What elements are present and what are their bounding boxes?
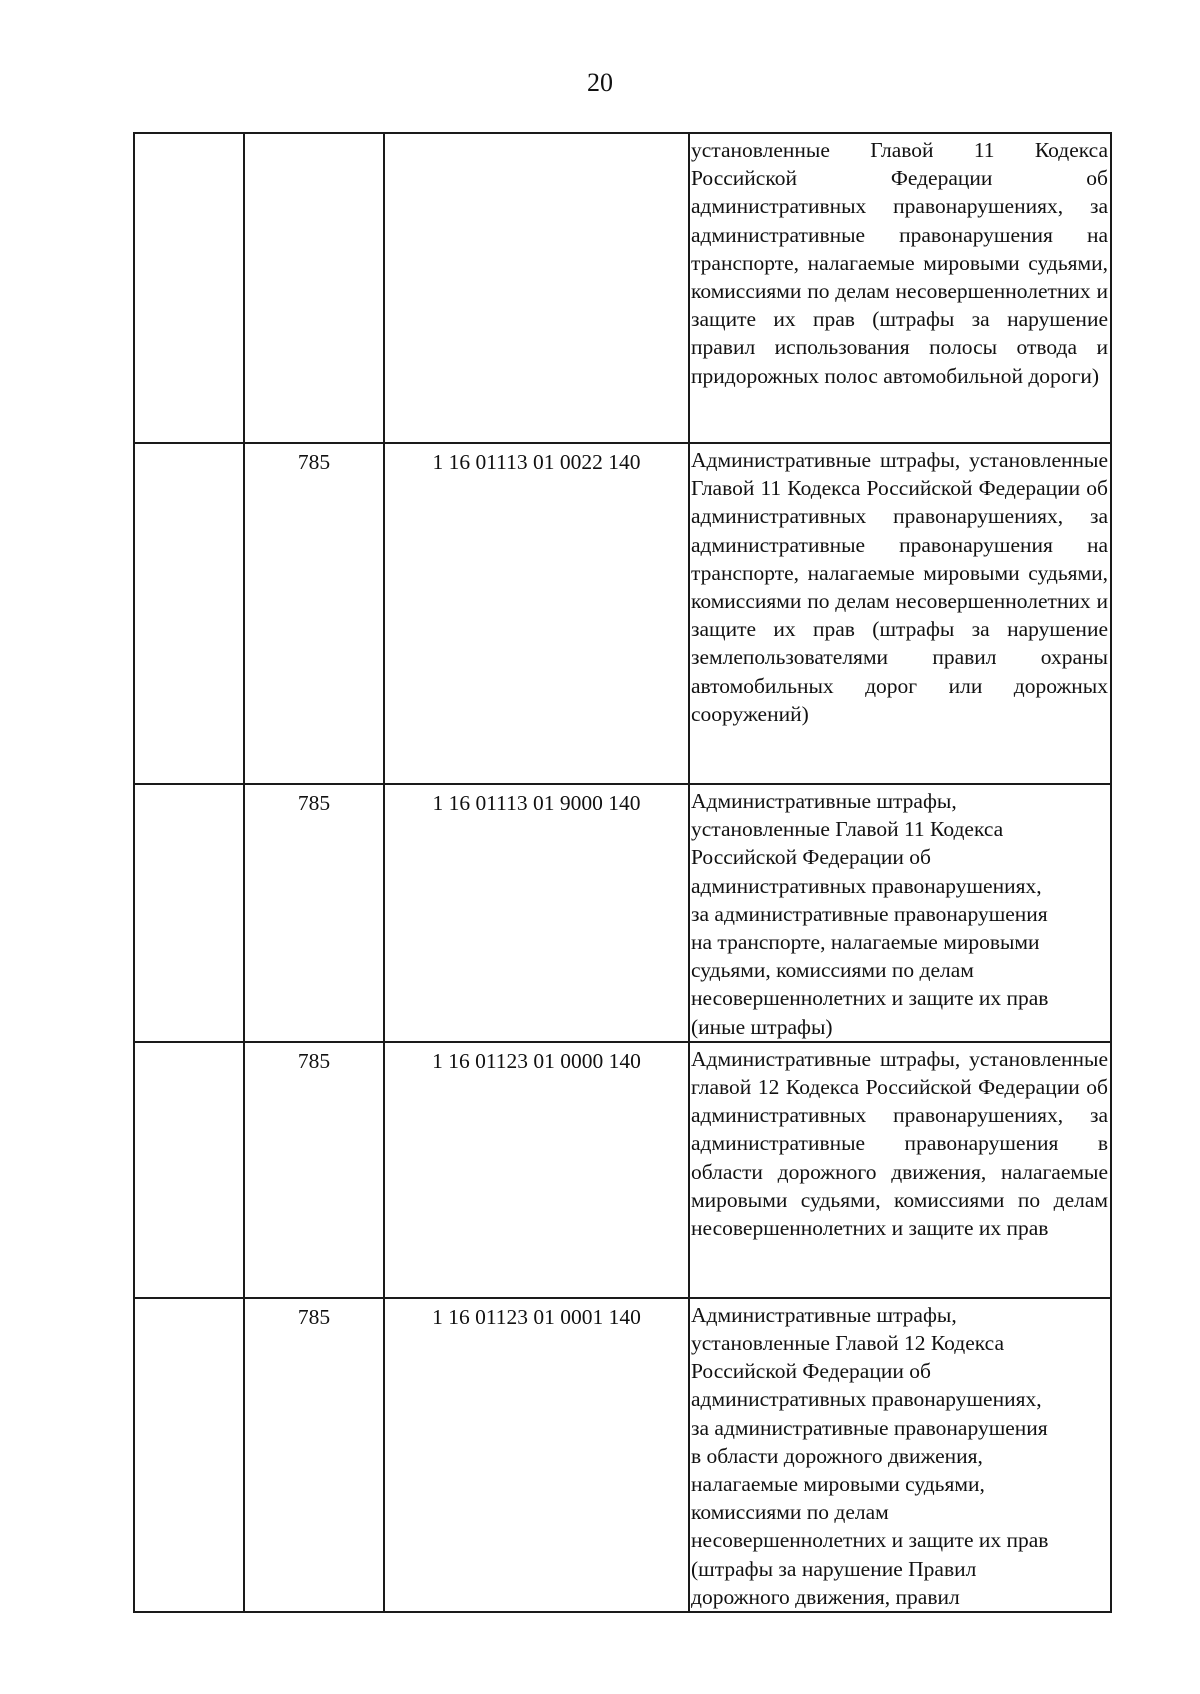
kbk-code-cell: 1 16 01123 01 0000 140 bbox=[384, 1042, 689, 1298]
description-cell bbox=[689, 133, 1111, 443]
empty-cell bbox=[134, 443, 244, 784]
table-row bbox=[134, 1298, 1111, 1612]
description-text: Административные штрафы, установленные главой 12 Кодекса Российской Федерации об административных правонарушениях, за административные правонарушения в области дорожного движения, налагаемые мировыми судьями, комиссиями по делам несовершеннолетних и защите их прав bbox=[691, 1046, 1108, 1241]
table-row bbox=[134, 443, 1111, 784]
kbk-code-cell: 1 16 01113 01 0022 140 bbox=[384, 443, 689, 784]
page-number: 20 bbox=[587, 68, 613, 97]
description-cell bbox=[689, 443, 1111, 784]
empty-cell bbox=[134, 784, 244, 1042]
table-row bbox=[134, 1042, 1111, 1298]
description-text: Административные штрафы, установленные Главой 11 Кодекса Российской Федерации об административных правонарушениях, за административные правонарушения на транспорте, налагаемые мировыми судьями, комиссиями по делам несовершеннолетних и защите их прав (иные штрафы) bbox=[691, 789, 1049, 1039]
kbk-code-cell bbox=[384, 133, 689, 443]
table-row bbox=[134, 784, 1111, 1042]
empty-cell bbox=[134, 1042, 244, 1298]
description-cell bbox=[689, 1042, 1111, 1298]
description-text: Административные штрафы, установленные Главой 11 Кодекса Российской Федерации об административных правонарушениях, за административные правонарушения на транспорте, налагаемые мировыми судьями, комиссиями по делам несовершеннолетних и защите их прав (штрафы за нарушение землепользователями правил охраны автомобильных дорог или дорожных сооружений) bbox=[691, 448, 1108, 726]
kbk-code-cell: 1 16 01123 01 0001 140 bbox=[384, 1298, 689, 1612]
empty-cell bbox=[134, 133, 244, 443]
description-cell bbox=[689, 1298, 1111, 1612]
empty-cell bbox=[134, 1298, 244, 1612]
document-table bbox=[133, 132, 1112, 1613]
description-cell bbox=[689, 784, 1111, 1042]
admin-code-cell: 785 bbox=[244, 784, 384, 1042]
kbk-code-cell: 1 16 01113 01 9000 140 bbox=[384, 784, 689, 1042]
description-text: Административные штрафы, установленные Главой 12 Кодекса Российской Федерации об административных правонарушениях, за административные правонарушения в области дорожного движения, налагаемые мировыми судьями, комиссиями по делам несовершеннолетних и защите их прав (штрафы за нарушение Правил дорожного движения, правил bbox=[691, 1302, 1049, 1609]
admin-code-cell bbox=[244, 133, 384, 443]
description-text: установленные Главой 11 Кодекса Российской Федерации об административных правонарушениях, за административные правонарушения на транспорте, налагаемые мировыми судьями, комиссиями по делам несовершеннолетних и защите их прав (штрафы за нарушение правил использования полосы отвода и придорожных полос автомобильной дороги) bbox=[691, 138, 1108, 388]
admin-code-cell: 785 bbox=[244, 1042, 384, 1298]
admin-code-cell: 785 bbox=[244, 1298, 384, 1612]
table-row bbox=[134, 133, 1111, 443]
admin-code-cell: 785 bbox=[244, 443, 384, 784]
